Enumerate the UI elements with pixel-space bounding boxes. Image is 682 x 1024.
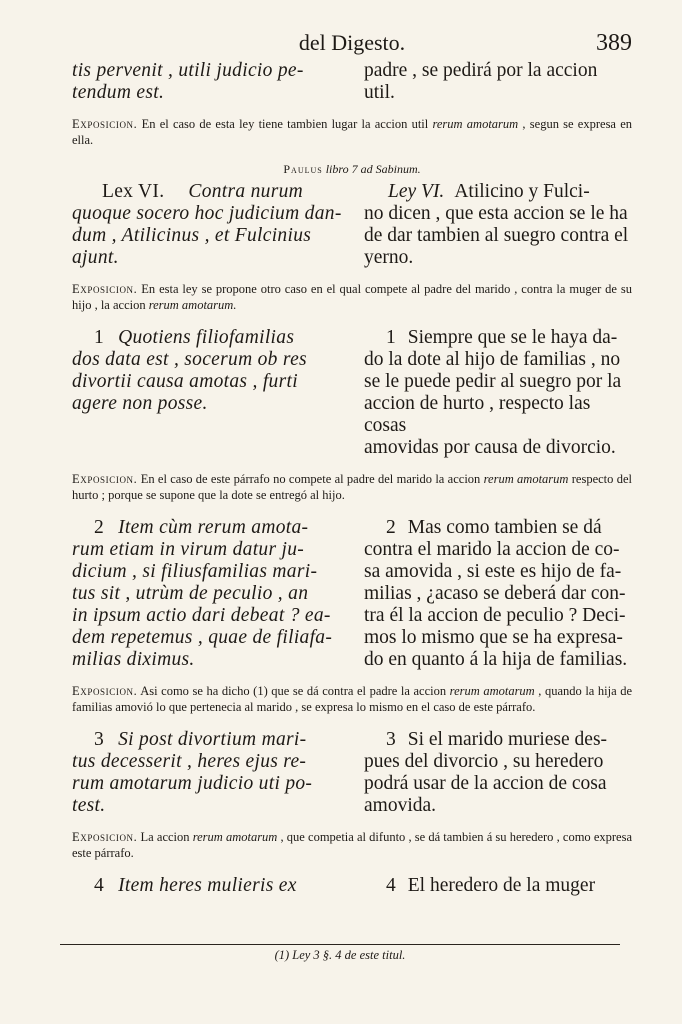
spanish-column [364, 60, 632, 104]
exposicion-text: En esta ley se propone otro caso en el qual compete al padre del marido , contra la muger de su hijo , la accion [72, 282, 632, 312]
exposicion-text: La accion [137, 830, 193, 844]
latin-line: Contra nurum [188, 181, 304, 202]
exposicion-text: Asi como se ha dicho (1) que se dá contra el padre la accion [137, 684, 450, 698]
text-block-0 [72, 60, 632, 104]
exposicion-label: Exposicion. [72, 830, 138, 844]
exposicion-label: Exposicion. [72, 472, 138, 486]
paragraph-number: 3 [94, 729, 105, 750]
exposicion-3 [72, 683, 632, 715]
exposicion-4 [72, 829, 632, 861]
latin-column [72, 181, 344, 269]
exposicion-italic: rerum amotarum [192, 830, 278, 844]
exposicion-0 [72, 116, 632, 148]
spanish-line: yerno. [364, 247, 414, 268]
spanish-line: amovida. [364, 795, 437, 816]
latin-line: divortii causa amotas , furti [72, 371, 298, 392]
latin-line: in ipsum actio dari debeat ? ea- [72, 605, 331, 626]
spanish-line: podrá usar de la accion de cosa [364, 773, 607, 794]
spanish-line: tra él la accion de peculio ? Deci- [364, 605, 626, 626]
latin-column [72, 327, 344, 459]
latin-line: dum , Atilicinus , et Fulcinius [72, 225, 312, 246]
exposicion-text: En el caso de este párrafo no compete al padre del marido la accion [137, 472, 484, 486]
paragraph-number: 1 [94, 327, 105, 348]
page [72, 30, 632, 897]
exposicion-text: respecto del hurto ; porque se supone que la dote se entregó al hijo. [72, 472, 633, 502]
text-block-4 [72, 729, 632, 817]
exposicion-2 [72, 471, 632, 503]
lex-heading: Lex VI. [102, 181, 165, 202]
spanish-column [364, 729, 632, 817]
text-block-2 [72, 327, 632, 459]
exposicion-italic: rerum amotarum. [148, 298, 237, 312]
source-book: libro 7 ad Sabinum. [325, 162, 421, 176]
paragraph-number: 1 [386, 327, 396, 348]
spanish-line: contra el marido la accion de co- [364, 539, 620, 560]
source-citation [72, 162, 632, 177]
latin-column [72, 60, 344, 104]
spanish-line: El heredero de la muger [407, 875, 596, 896]
latin-line: tendum est. [72, 82, 165, 103]
latin-column [72, 517, 344, 671]
paragraph-number: 2 [94, 517, 105, 538]
paragraph-number: 3 [386, 729, 396, 750]
footnote-rule [60, 944, 620, 945]
spanish-line: no dicen , que esta accion se le ha [364, 203, 628, 224]
exposicion-text: , que competia al difunto , se dá tambien á su heredero , como expresa este párrafo. [72, 830, 633, 860]
paragraph-number: 2 [386, 517, 396, 538]
spanish-line: Si el marido muriese des- [407, 729, 608, 750]
text-block-5 [72, 875, 632, 897]
latin-line: Quotiens filiofamilias [118, 327, 295, 348]
footnote: (1) Ley 3 §. 4 de este titul. [274, 948, 406, 962]
exposicion-italic: rerum amotarum [483, 472, 569, 486]
spanish-line: Siempre que se le haya da- [407, 327, 618, 348]
running-head: del Digesto. [298, 30, 406, 55]
spanish-line: util. [364, 82, 395, 103]
latin-line: Si post divortium mari- [118, 729, 307, 750]
spanish-column [364, 181, 632, 269]
latin-column [72, 875, 344, 897]
exposicion-italic: rerum amotarum [432, 117, 519, 131]
latin-line: Item heres mulieris ex [118, 875, 297, 896]
exposicion-text: , segun se expresa en ella. [72, 117, 633, 147]
ley-heading: Ley VI. [388, 181, 445, 202]
spanish-line: pues del divorcio , su heredero [364, 751, 604, 772]
spanish-line: do en quanto á la hija de familias. [364, 649, 628, 670]
spanish-line: amovidas por causa de divorcio. [364, 437, 616, 458]
spanish-column [364, 875, 632, 897]
latin-line: dicium , si filiusfamilias mari- [72, 561, 318, 582]
spanish-line: se le puede pedir al suegro por la [364, 371, 622, 392]
exposicion-1 [72, 281, 632, 313]
spanish-line: milias , ¿acaso se deberá dar con- [364, 583, 626, 604]
paragraph-number: 4 [386, 875, 396, 896]
spanish-line: Mas como tambien se dá [407, 517, 602, 538]
latin-line: test. [72, 795, 106, 816]
latin-line: quoque socero hoc judicium dan- [72, 203, 342, 224]
text-block-1 [72, 181, 632, 269]
exposicion-label: Exposicion. [72, 684, 138, 698]
latin-line: rum etiam in virum datur ju- [72, 539, 305, 560]
exposicion-label: Exposicion. [72, 282, 138, 296]
latin-line: agere non posse. [72, 393, 208, 414]
latin-line: ajunt. [72, 247, 119, 268]
exposicion-italic: rerum amotarum [449, 684, 535, 698]
spanish-line: accion de hurto , respecto las cosas [364, 393, 591, 436]
latin-line: dos data est , socerum ob res [72, 349, 307, 370]
spanish-column [364, 327, 632, 459]
spanish-column [364, 517, 632, 671]
latin-line: milias diximus. [72, 649, 195, 670]
spanish-line: Atilicino y Fulci- [454, 181, 590, 202]
page-header [72, 30, 632, 60]
text-block-3 [72, 517, 632, 671]
source-author: Paulus [283, 162, 323, 176]
spanish-line: de dar tambien al suegro contra el [364, 225, 629, 246]
spanish-line: mos lo mismo que se ha expresa- [364, 627, 623, 648]
exposicion-text: En el caso de esta ley tiene tambien lugar la accion util [137, 117, 433, 131]
spanish-line: do la dote al hijo de familias , no [364, 349, 621, 370]
exposicion-text: , quando la hija de familias amovió lo que pertenecia al marido , se expresa lo mismo en el caso de este párrafo. [72, 684, 632, 714]
latin-line: Item cùm rerum amota- [118, 517, 309, 538]
latin-column [72, 729, 344, 817]
latin-line: tis pervenit , utili judicio pe- [72, 60, 304, 81]
page-number: 389 [596, 30, 632, 56]
latin-line: tus decesserit , heres ejus re- [72, 751, 307, 772]
latin-line: tus sit , utrùm de peculio , an [72, 583, 309, 604]
latin-line: dem repetemus , quae de filiafa- [72, 627, 333, 648]
spanish-line: sa amovida , si este es hijo de fa- [364, 561, 622, 582]
spanish-line: padre , se pedirá por la accion [364, 60, 598, 81]
latin-line: rum amotarum judicio uti po- [72, 773, 313, 794]
exposicion-label: Exposicion. [72, 117, 138, 131]
paragraph-number: 4 [94, 875, 105, 896]
